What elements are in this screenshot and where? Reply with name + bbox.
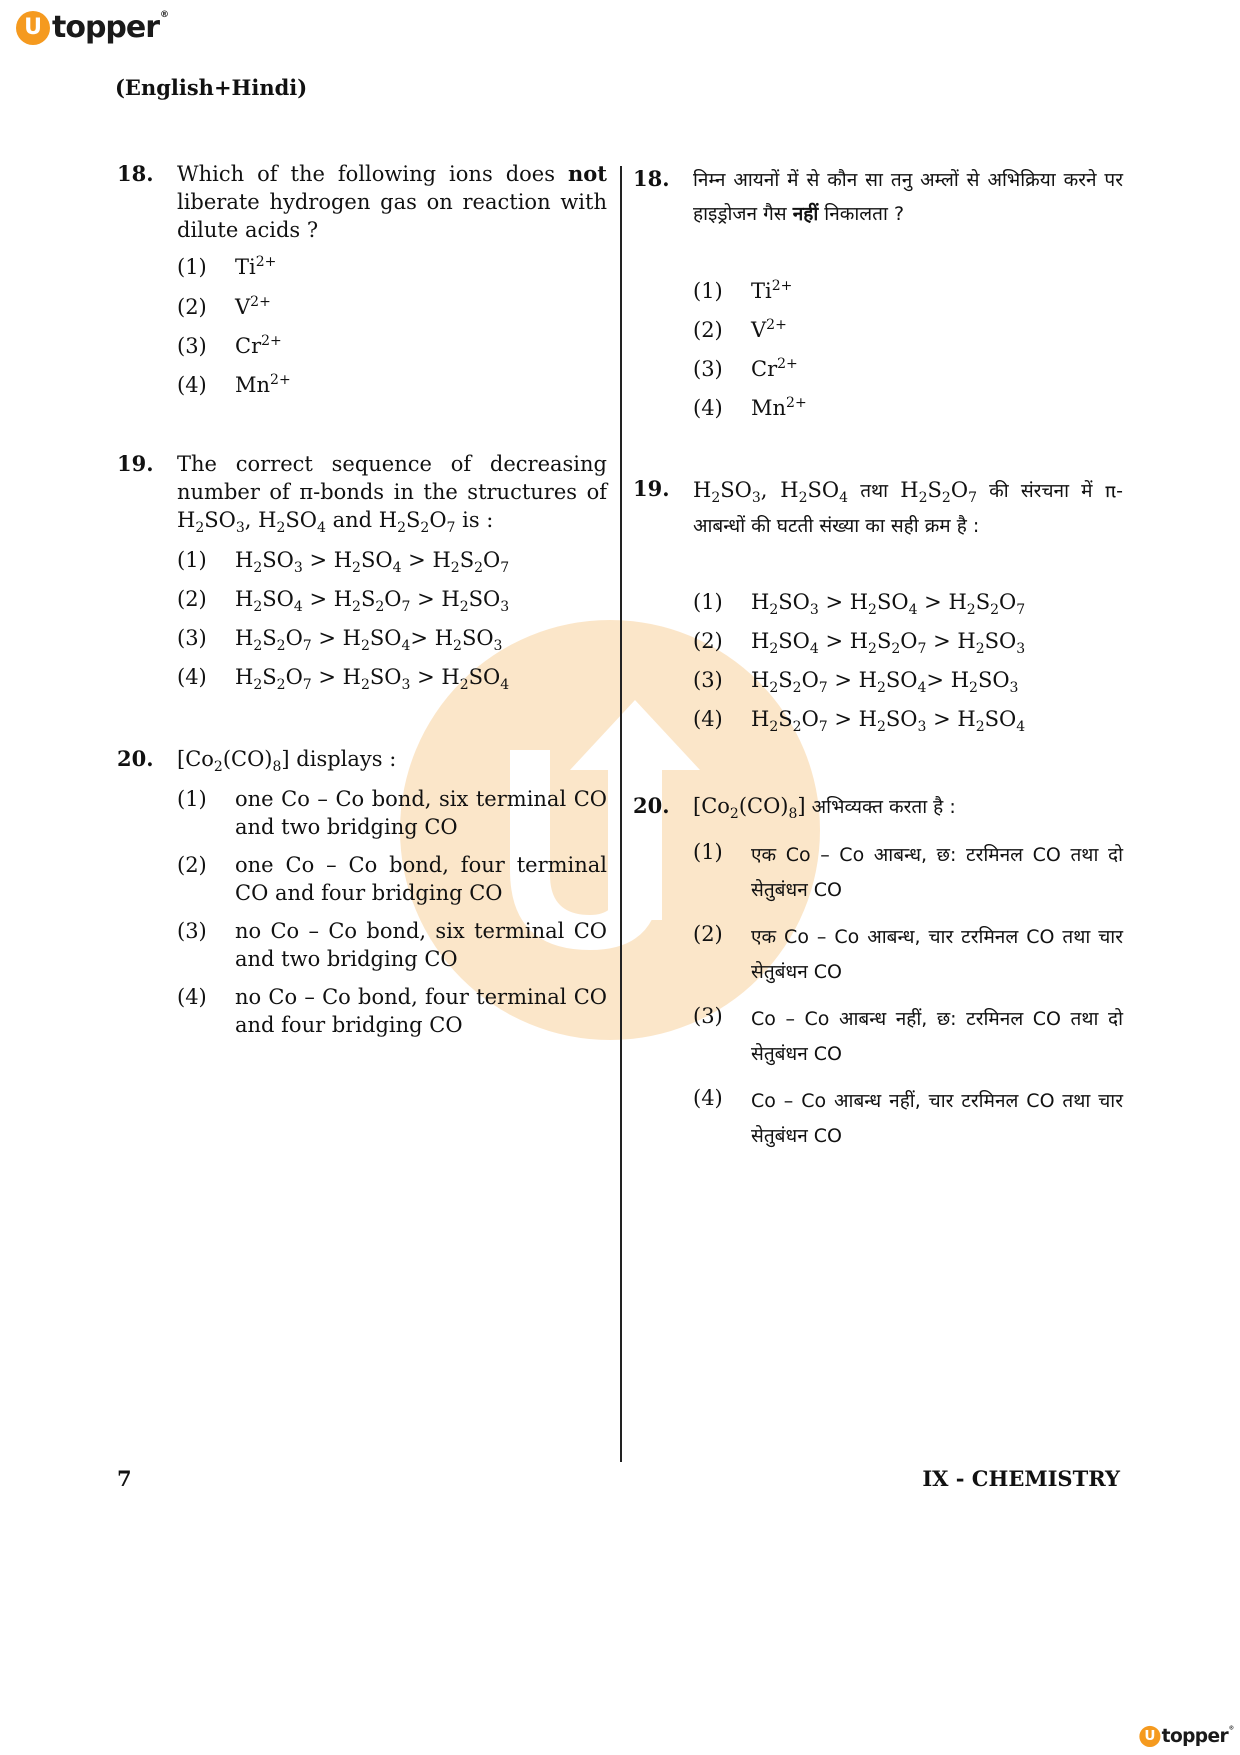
question-number: 19. [117,451,154,476]
column-divider [620,166,622,1462]
question-number: 20. [117,746,154,771]
question-number: 19. [633,476,670,501]
question-text: $[Co_2(CO)_8]$ अभिव्यक्त करता है : [693,794,956,822]
question-text: निम्न आयनों में से कौन सा तनु अम्लों से अभिक्रिया करने पर हाइड्रोजन गैस नहीं निकालता ? [693,169,1123,225]
question-18-en: 18. Which of the following ions does not liberate hydrogen gas on reaction with dilute acids ? (1) $Ti^{2+}$ (2) $V^{2+}$ (3) $Cr^{2+}$ (4) $Mn^{2+}$ [117,161,607,397]
logo-mark-icon: U [1139,1726,1160,1747]
brand-logo [16,10,169,45]
logo-mark-icon: U [16,11,50,45]
logo-text: topper ® [1161,1725,1234,1747]
question-19-hi: 19. $H_2SO_3$, $H_2SO_4$ तथा $H_2S_2O_7$ की संरचना में π- आबन्धों की घटती संख्या का सही क्रम है : (1) $H_2SO_3 > H_2SO_4 > H_2S_2O_7$ (2) $H_2SO_4 > H_2S_2O_7 > H_2SO_3$ (3) $H_2S_2O_7 > H_2SO_4> H_2SO_3$ (4) $H_2S_2O_7 > H_2SO_3 > H_2SO_4$ [633,475,1123,735]
logo-text: topper ® [52,10,169,45]
question-number: 20. [633,793,670,818]
question-number: 18. [633,166,670,191]
question-20-en: 20. $[Co_2(CO)_8]$ displays : (1) one Co – Co bond, six terminal CO and two bridging CO (2) one Co – Co bond, four terminal CO and four bridging CO (3) no Co – Co bond, six terminal CO and two bridging CO (4) no Co – Co bond, four terminal CO and four bridging CO [117,746,607,1037]
brand-logo-footer [1139,1725,1234,1747]
question-text: The correct sequence of decreasing number of π-bonds in the structures of $H_2SO_3$, $H_2SO_4$ and $H_2S_2O_7$ is : [177,452,607,536]
language-note: (English+Hindi) [115,75,308,100]
question-19-en: 19. The correct sequence of decreasing number of π-bonds in the structures of $H_2SO_3$, $H_2SO_4$ and $H_2S_2O_7$ is : (1) $H_2SO_3 > H_2SO_4 > H_2S_2O_7$ (2) $H_2SO_4 > H_2S_2O_7 > H_2SO_3$ (3) $H_2S_2O_7 > H_2SO_4> H_2SO_3$ (4) $H_2S_2O_7 > H_2SO_3 > H_2SO_4$ [117,451,607,693]
question-number: 18. [117,161,154,186]
question-18-hi: 18. निम्न आयनों में से कौन सा तनु अम्लों से अभिक्रिया करने पर हाइड्रोजन गैस नहीं निकालता ? (1) $Ti^{2+}$ (2) $V^{2+}$ (3) $Cr^{2+}$ (4) $Mn^{2+}$ [633,165,1123,435]
question-text: Which of the following ions does not liberate hydrogen gas on reaction with dilute acids ? [177,161,607,242]
page-number: 7 [117,1466,132,1491]
subject-label: IX - CHEMISTRY [922,1466,1120,1491]
question-text: $H_2SO_3$, $H_2SO_4$ तथा $H_2S_2O_7$ की संरचना में π- आबन्धों की घटती संख्या का सही क्रम है : [693,478,1123,537]
question-20-hi: 20. $[Co_2(CO)_8]$ अभिव्यक्त करता है : (1) एक Co – Co आबन्ध, छ: टरमिनल CO तथा दो सेतुबंधन CO (2) एक Co – Co आबन्ध, चार टरमिनल CO तथा चार सेतुबंधन CO (3) Co – Co आबन्ध नहीं, छ: टरमिनल CO तथा दो सेतुबंधन CO (4) Co – Co आबन्ध नहीं, चार टरमिनल CO तथा चार सेतुबंधन CO [633,793,1123,1147]
question-text: $[Co_2(CO)_8]$ displays : [177,747,397,775]
